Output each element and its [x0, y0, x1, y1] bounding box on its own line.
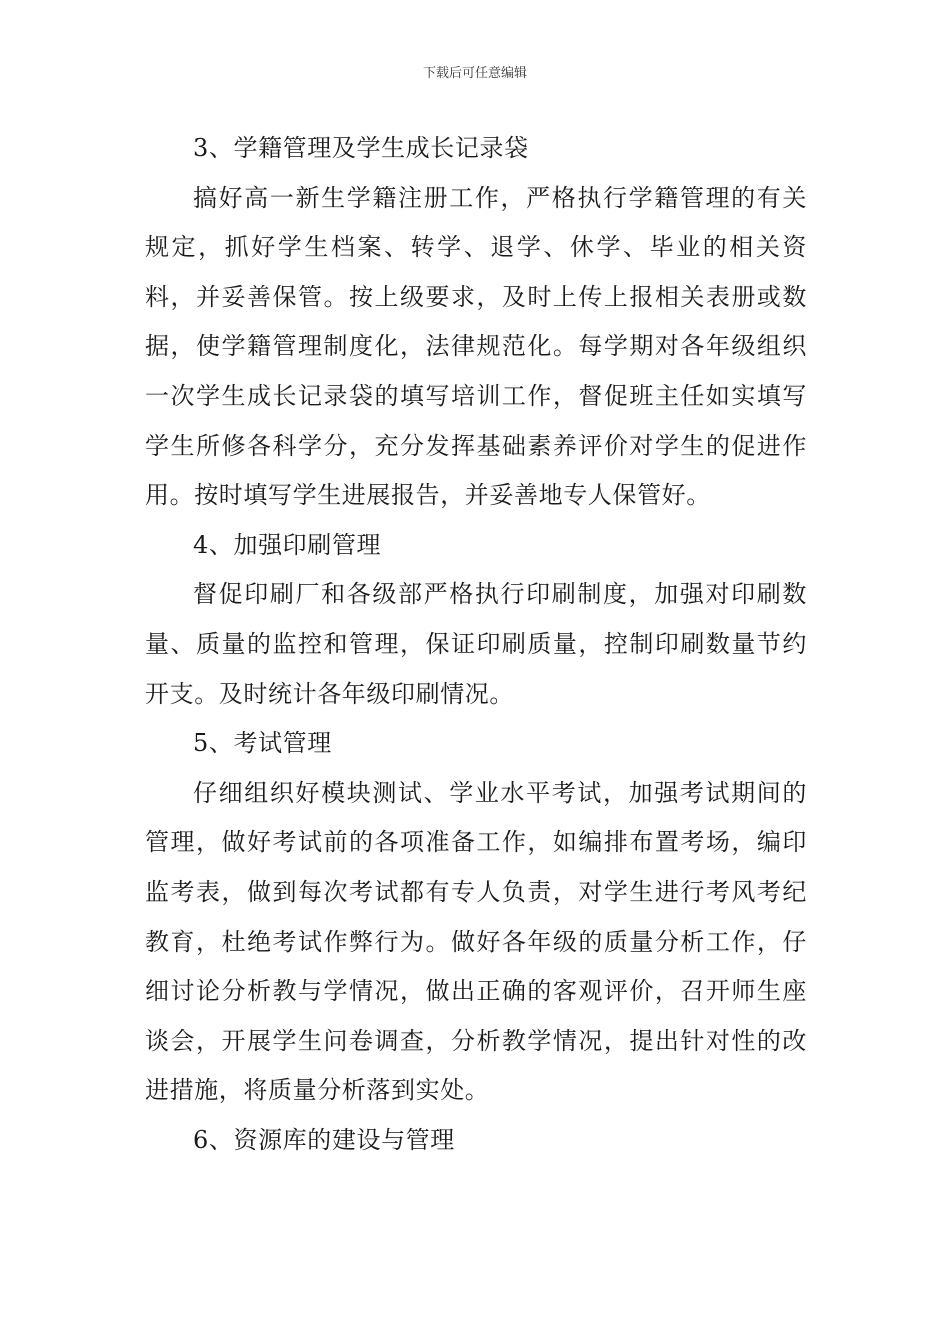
section-paragraph-4: 督促印刷厂和各级部严格执行印刷制度，加强对印刷数量、质量的监控和管理，保证印刷质量，控制印刷数量节约开支。及时统计各年级印刷情况。	[145, 580, 807, 708]
page-header: 下载后可任意编辑	[422, 66, 527, 81]
document-body	[145, 124, 807, 1165]
section-heading-3: 3、学籍管理及学生成长记录袋	[193, 134, 529, 162]
section-paragraph-3: 搞好高一新生学籍注册工作，严格执行学籍管理的有关规定，抓好学生档案、转学、退学、休学、毕业的相关资料，并妥善保管。按上级要求，及时上传上报相关表册或数据，使学籍管理制度化，法律规范化。每学期对各年级组织一次学生成长记录袋的填写培训工作，督促班主任如实填写学生所修各科学分，充分发挥基础素养评价对学生的促进作用。按时填写学生进展报告，并妥善地专人保管好。	[145, 183, 807, 510]
section-paragraph-5: 仔细组织好模块测试、学业水平考试，加强考试期间的管理，做好考试前的各项准备工作，如编排布置考场，编印监考表，做到每次考试都有专人负责，对学生进行考风考纪教育，杜绝考试作弊行为。做好各年级的质量分析工作，仔细讨论分析教与学情况，做出正确的客观评价，召开师生座谈会，开展学生问卷调查，分析教学情况，提出针对性的改进措施，将质量分析落到实处。	[145, 778, 807, 1105]
section-heading-5: 5、考试管理	[193, 729, 332, 758]
section-heading-4: 4、加强印刷管理	[193, 530, 382, 559]
section-heading-6: 6、资源库的建设与管理	[193, 1125, 455, 1154]
